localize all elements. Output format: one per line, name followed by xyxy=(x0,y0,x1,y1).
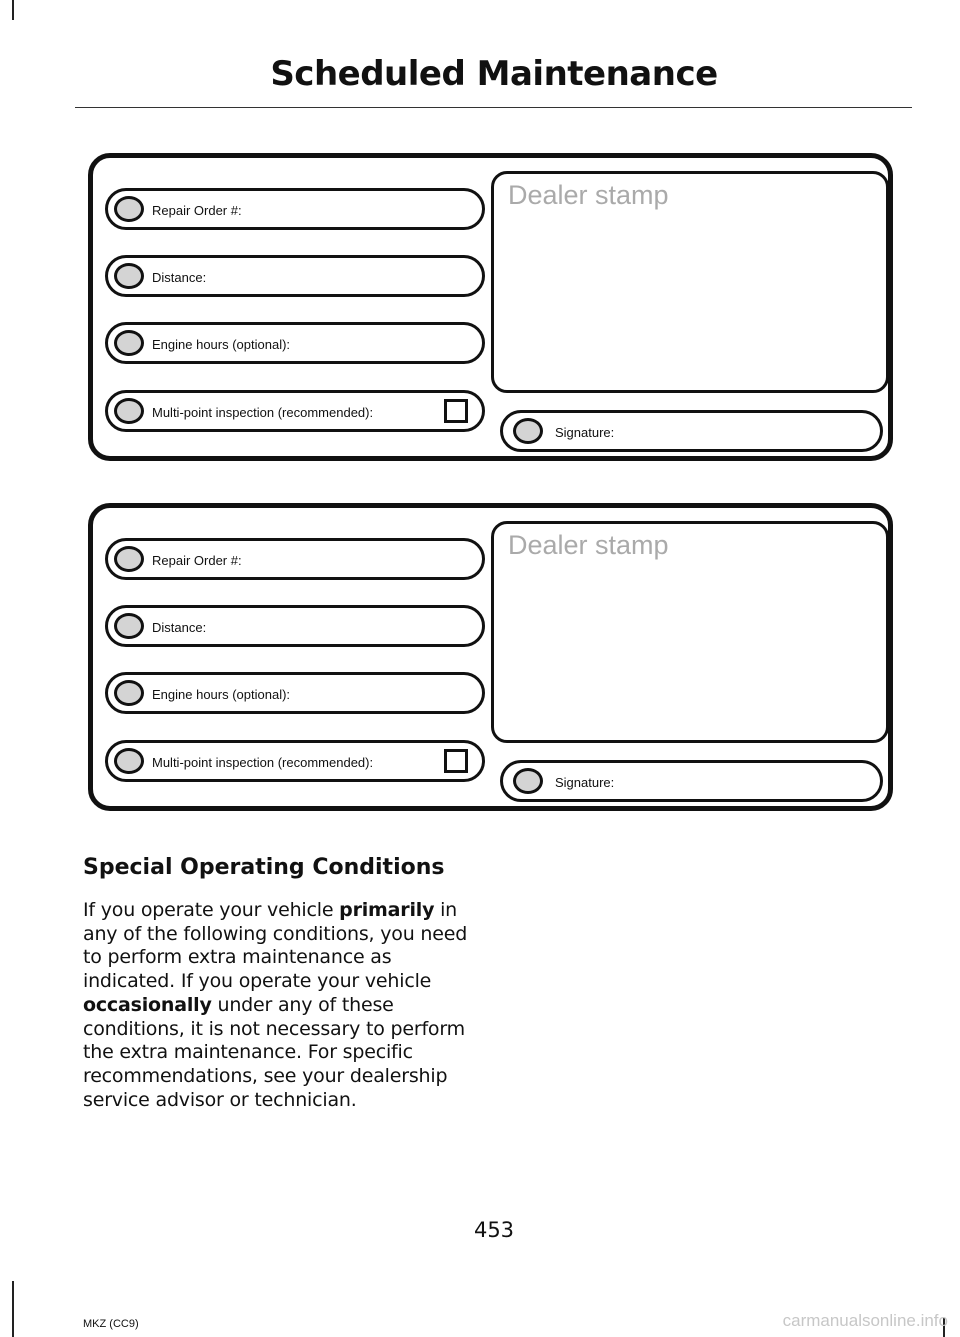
repair-order-label: Repair Order #: xyxy=(152,553,242,568)
circle-icon xyxy=(114,398,144,424)
circle-icon xyxy=(114,196,144,222)
emphasis-primarily: primarily xyxy=(339,899,435,921)
circle-icon xyxy=(114,330,144,356)
paragraph-text: under any of these conditions, it is not necessary to perform the extra maintenance. For specific recommendations, see your dealership service advisor or technician. xyxy=(83,993,465,1111)
distance-label: Distance: xyxy=(152,620,207,635)
signature-field[interactable] xyxy=(500,410,883,452)
circle-icon xyxy=(114,613,144,639)
distance-field[interactable] xyxy=(105,605,485,647)
paragraph-text: If you operate your vehicle xyxy=(83,899,340,921)
repair-order-label: Repair Order #: xyxy=(152,203,242,218)
page-title: Scheduled Maintenance xyxy=(270,54,718,94)
crop-mark-bottom-left xyxy=(12,1281,14,1337)
model-code: MKZ (CC9) xyxy=(83,1318,139,1330)
dealer-stamp-box xyxy=(491,521,889,743)
inspection-field xyxy=(105,740,485,782)
inspection-checkbox[interactable] xyxy=(444,399,468,423)
inspection-label: Multi-point inspection (recommended): xyxy=(152,755,374,770)
dealer-stamp-label: Dealer stamp xyxy=(508,530,669,560)
engine-hours-label: Engine hours (optional): xyxy=(152,337,291,352)
paragraph-text: in any of the following conditions, you need to perform extra maintenance as indicated. If you operate your vehicle xyxy=(83,899,468,993)
signature-label: Signature: xyxy=(555,425,615,440)
watermark: carmanualsonline.info xyxy=(782,1311,948,1330)
maintenance-record-2 xyxy=(88,503,893,811)
circle-icon xyxy=(513,768,543,794)
page-number: 453 xyxy=(473,1218,515,1242)
circle-icon xyxy=(114,680,144,706)
dealer-stamp-label: Dealer stamp xyxy=(508,180,669,210)
engine-hours-field[interactable] xyxy=(105,672,485,714)
circle-icon xyxy=(114,748,144,774)
inspection-checkbox[interactable] xyxy=(444,749,468,773)
engine-hours-field[interactable] xyxy=(105,322,485,364)
distance-field[interactable] xyxy=(105,255,485,297)
inspection-field xyxy=(105,390,485,432)
repair-order-field[interactable] xyxy=(105,188,485,230)
title-divider xyxy=(75,107,912,108)
emphasis-occasionally: occasionally xyxy=(83,993,212,1016)
signature-field[interactable] xyxy=(500,760,883,802)
circle-icon xyxy=(114,263,144,289)
circle-icon xyxy=(114,546,144,572)
inspection-label: Multi-point inspection (recommended): xyxy=(152,405,374,420)
dealer-stamp-box xyxy=(491,171,889,393)
maintenance-record-1 xyxy=(88,153,893,461)
circle-icon xyxy=(513,418,543,444)
distance-label: Distance: xyxy=(152,270,207,285)
signature-label: Signature: xyxy=(555,775,615,790)
repair-order-field[interactable] xyxy=(105,538,485,580)
section-heading: Special Operating Conditions xyxy=(83,855,445,880)
body-paragraph xyxy=(83,899,483,1112)
crop-mark-top-left xyxy=(12,0,14,20)
engine-hours-label: Engine hours (optional): xyxy=(152,687,291,702)
